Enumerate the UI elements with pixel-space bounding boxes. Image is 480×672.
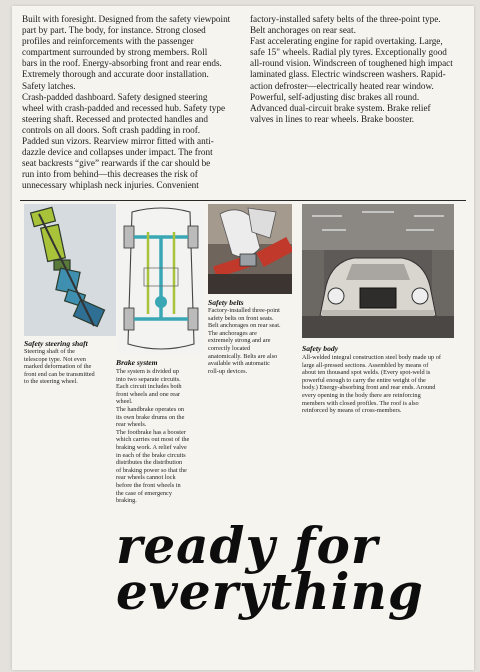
section-divider (20, 200, 466, 201)
caption-body-body: All-welded integral construction steel body made up of large all-pressed sections. Assembled by means of about ten thousand spot welds. (Every spot-weld is powerful enough to carry the entire weight of the body.) Energy-absorbing front and rear ends. Around every opening in the body there are reinforcing members with closed profiles. The roof is also reinforced by means of cross-members. (302, 354, 442, 415)
caption-body-steering: Steering shaft of the telescope type. Not even marked deformation of the front end can be transmitted to the steering wheel. (24, 348, 95, 386)
caption-title-steering: Safety steering shaft (24, 339, 88, 348)
safety-belts-photo (208, 204, 292, 294)
headline-line-2: everything (116, 562, 424, 621)
caption-title-belts: Safety belts (208, 298, 244, 307)
caption-body-belts: Factory-installed three-point safety belts on front seats. Belt anchorages on rear seat. The anchorages are extremely strong and are correctly located anatomically. Belts are also available with automatic roll-up devices. (208, 307, 281, 375)
steering-shaft-image (24, 204, 116, 336)
intro-text-right: factory-installed safety belts of the three-point type. Belt anchorages on rear seat. Fast accelerating engine for rapid overtaking. Large, safe 15" wheels. Radial ply tyres. Exceptionally good all-round vision. Windscreen of toughened high impact laminated glass. Electric windscreen washers. Rapid- action defroster—electrically heated rear window. Powerful, self-adjusting disc brakes all round. Advanced dual-circuit brake system. Brake relief valves in lines to rear wheels. Brake booster. (250, 14, 453, 124)
headline-line-1: ready for (116, 516, 379, 575)
caption-title-body: Safety body (302, 344, 339, 353)
brake-system-diagram (118, 204, 204, 354)
brochure-page (12, 6, 474, 670)
caption-body-brake: The system is divided up into two separate circuits. Each circuit includes both front wheels and one rear wheel. The handbrake operates on its own brake drums on the rear wheels. The footbrake has a booster which carries out most of the braking work. A relief valve in each of the brake circuits distributes the distribution of braking power so that the rear wheels cannot lock before the front wheels in the case of emergency braking. (116, 368, 190, 505)
caption-title-brake: Brake system (116, 358, 158, 367)
safety-body-photo (302, 204, 454, 338)
intro-text-left: Built with foresight. Designed from the safety viewpoint part by part. The body, for instance. Strong closed profiles and reinforcements with the passenger compartment surrounded by strong members. Roll bars in the roof. Energy-absorbing front and rear ends. Extremely thorough and accurate door installation. Safety latches. Crash-padded dashboard. Safety designed steering wheel with crash-padded and recessed hub. Safety type steering shaft. Recessed and protected handles and controls on all doors. Soft crash padding in roof. Padded sun vizors. Rearview mirror fitted with anti- dazzle device and collapses under impact. The front seat backrests “give” rearwards if the car should be run into from behind—this decreases the risk of unnecessary whiplash neck injuries. Convenient (22, 14, 231, 191)
